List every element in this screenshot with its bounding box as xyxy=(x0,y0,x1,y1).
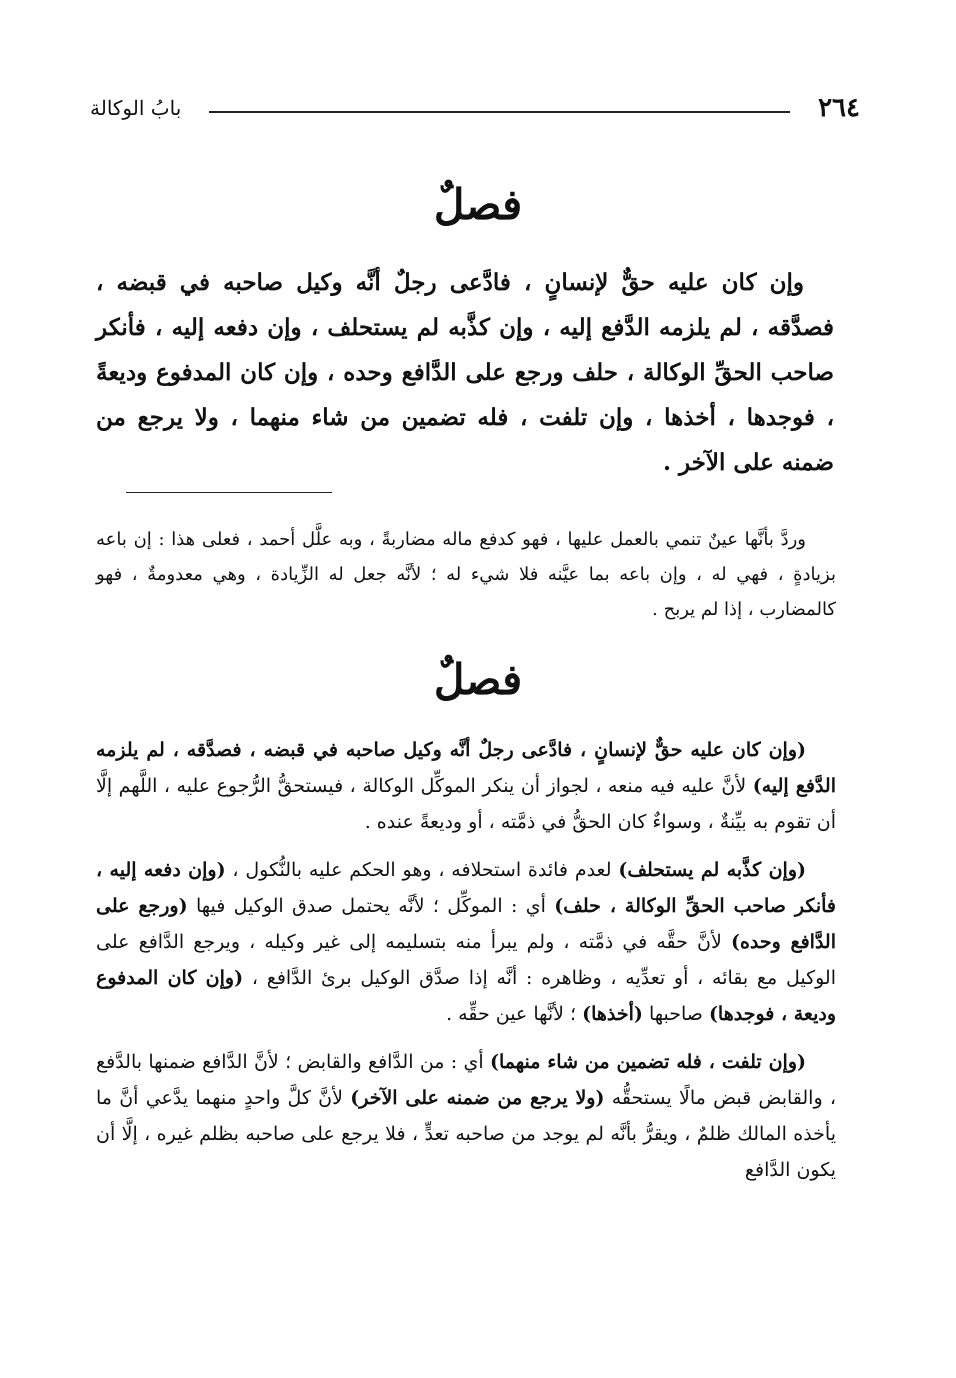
chapter-title: بابُ الوكالة xyxy=(90,96,182,120)
matn-quote: (وإن كذَّبه لم يستحلف) xyxy=(618,859,807,881)
section-title-2: فصلٌ xyxy=(433,655,523,704)
commentary-run: صاحبها xyxy=(642,1003,709,1025)
section-title-1: فصلٌ xyxy=(433,180,523,229)
continuation-paragraph: وردَّ بأنَّها عينٌ تنمي بالعمل عليها ، فهو كدفع ماله مضاربةً ، وبه علَّل أحمد ، فعلى هذا : إن باعه بزيادةٍ ، فهي له ، وإن باعه بما عيَّنه فلا شيء له ؛ لأنَّه جعل له الزِّيادة ، وهي معدومةٌ ، فهو كالمضارب ، إذا لم يربح . xyxy=(96,529,836,620)
matn-quote: (وإن كان عليه حقٌّ لإنسانٍ ، فادَّعى رجلٌ أنَّه وكيل صاحبه في قبضه ، فصدَّقه ، لم يلزمه الدَّفع إليه) xyxy=(96,739,837,797)
commentary-run: لأنَّ عليه فيه منعه ، لجواز أن ينكر الموكِّل الوكالة ، فيستحقُّ الرُّجوع عليه ، اللَّهم إلَّا أن تقوم به بيِّنةٌ ، وسواءٌ كان الحقُّ في ذمَّته ، أو وديعةً عنده . xyxy=(96,775,836,833)
commentary-paragraph xyxy=(96,1044,836,1188)
commentary-run: أي : الموكِّل ؛ لأنَّه يحتمل صدق الوكيل فيها xyxy=(187,895,555,917)
page-number: ٢٦٤ xyxy=(818,93,860,123)
matn-quote: (ولا يرجع من ضمنه على الآخر) xyxy=(350,1087,605,1109)
matn-paragraph: وإن كان عليه حقٌّ لإنسانٍ ، فادَّعى رجلٌ أنَّه وكيل صاحبه في قبضه ، فصدَّقه ، لم يلزمه الدَّفع إليه ، وإن كذَّبه لم يستحلف ، وإن دفعه إليه ، فأنكر صاحب الحقِّ الوكالة ، حلف ورجع على الدَّافع وحده ، وإن كان المدفوع وديعةً ، فوجدها ، أخذها ، وإن تلفت ، فله تضمين من شاء منهما ، ولا يرجع من ضمنه على الآخر . xyxy=(96,269,834,476)
commentary-text xyxy=(96,732,836,1200)
separator-rule xyxy=(126,492,332,493)
commentary-run: لعدم فائدة استحلافه ، وهو الحكم عليه بالنُّكول ، xyxy=(225,859,619,881)
matn-text xyxy=(96,260,834,485)
commentary-run: أي : من الدَّافع والقابض ؛ لأنَّ الدَّافع ضمنها بالدَّفع ، والقابض قبض مالًا يستحقُّه xyxy=(96,1051,837,1109)
page-header xyxy=(90,88,860,128)
commentary-paragraph xyxy=(96,852,836,1032)
matn-quote: (أخذها) xyxy=(582,1003,643,1025)
commentary-run: لأنَّ كلَّ واحدٍ منهما يدَّعي أنَّ ما يأخذه المالك ظلمٌ ، ويقرُّ بأنَّه لم يوجد من صاحبه تعدٍّ ، فلا يرجع على صاحبه بظلم غيره ، إلَّا أن يكون الدَّافع xyxy=(96,1087,836,1181)
matn-quote: (وإن تلفت ، فله تضمين من شاء منهما) xyxy=(490,1051,806,1073)
commentary-paragraph xyxy=(96,732,836,840)
matn-quote: (وإن دفعه إليه ، فأنكر صاحب الحقِّ الوكالة ، حلف) xyxy=(96,859,836,917)
continuation-text xyxy=(96,522,836,627)
commentary-run: لأنَّ حقَّه في ذمَّته ، ولم يبرأ منه بتسليمه إلى غير وكيله ، ويرجع الدَّافع على الوكيل مع بقائه ، أو تعدِّيه ، وظاهره : أنَّه إذا صدَّق الوكيل برئ الدَّافع ، xyxy=(96,931,836,989)
header-rule xyxy=(209,111,790,113)
commentary-run: ؛ لأنَّها عين حقِّه . xyxy=(446,1003,583,1025)
matn-quote: (ورجع على الدَّافع وحده) xyxy=(96,895,837,953)
matn-quote: (وإن كان المدفوع وديعة ، فوجدها) xyxy=(96,967,836,1025)
